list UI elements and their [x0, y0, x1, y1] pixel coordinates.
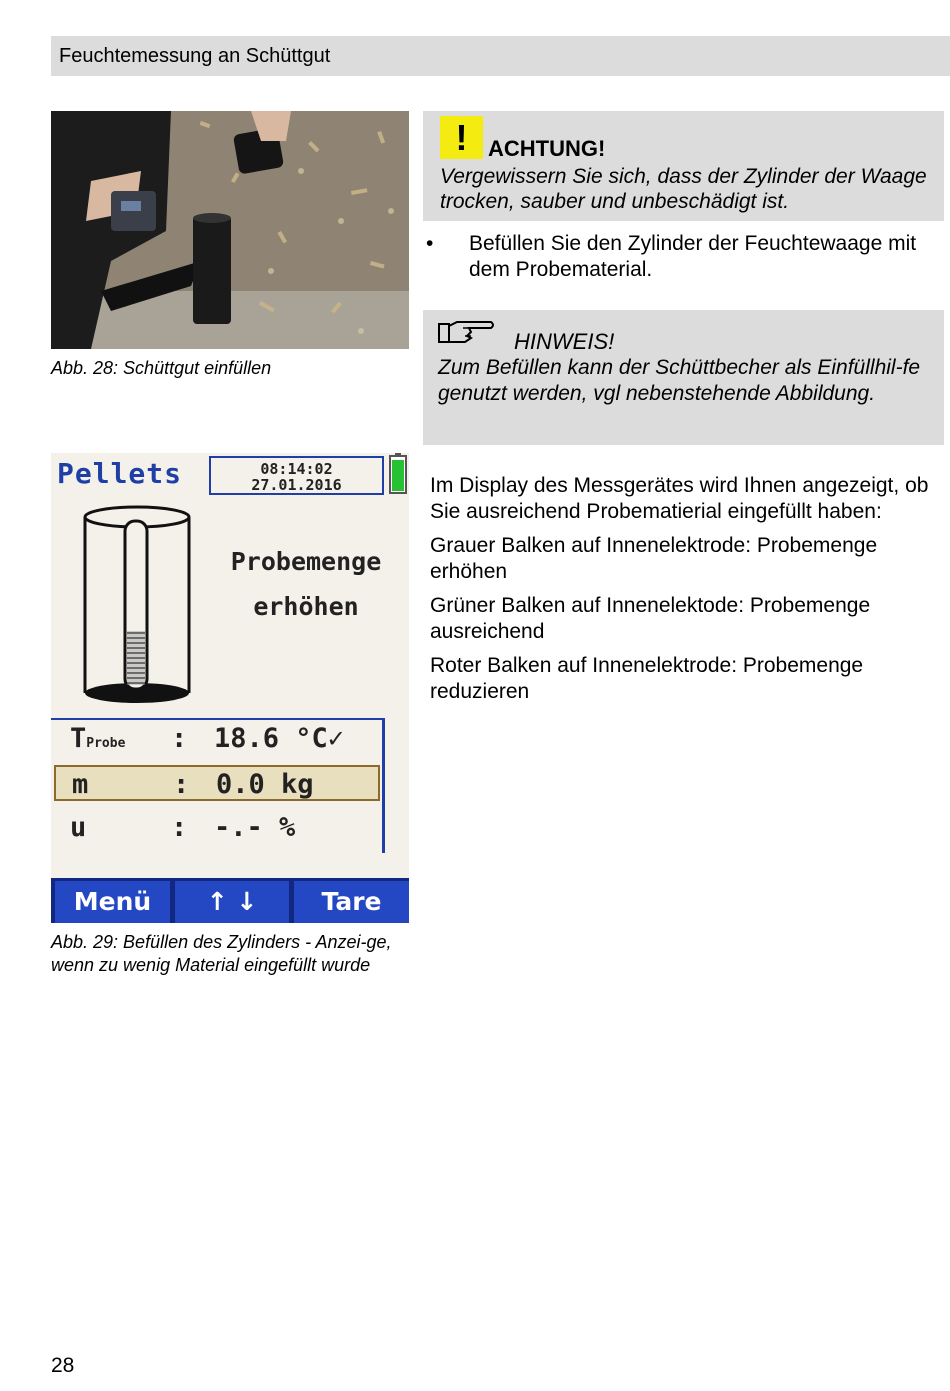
explanation-paragraph-grey: Grauer Balken auf Innenelektrode: Probemenge erhöhen	[430, 534, 878, 583]
display-time: 08:14:02	[260, 460, 333, 478]
electrode-fill-bar	[127, 631, 145, 685]
reading-colon: :	[173, 769, 190, 800]
display-message-line2: erhöhen	[253, 592, 359, 621]
battery-terminal	[395, 453, 401, 456]
exclamation-icon: !	[440, 116, 483, 159]
display-material-title: Pellets	[57, 457, 183, 490]
photo-illustration	[51, 111, 409, 349]
page-number: 28	[51, 1354, 75, 1377]
device-display-photo	[51, 453, 409, 923]
reading-symbol: TProbe	[70, 723, 126, 754]
explanation-paragraph-green: Grüner Balken auf Innenelektode: Probemenge ausreichend	[430, 594, 871, 643]
display-softkey-bar	[51, 878, 409, 923]
figure-29-caption: Abb. 29: Befüllen des Zylinders - Anzei-ge, wenn zu wenig Material eingefüllt wurde	[51, 932, 392, 975]
note-box	[423, 310, 944, 445]
note-text: Zum Befüllen kann der Schüttbecher als Einfüllhil-fe genutzt werden, vgl nebenstehende Abbildung.	[438, 356, 921, 405]
section-header	[51, 36, 950, 76]
reading-row-temperature	[54, 721, 380, 757]
explanation-paragraph-intro: Im Display des Messgerätes wird Ihnen angezeigt, ob Sie ausreichend Probematierial eingefüllt haben:	[430, 474, 929, 523]
reading-symbol: u	[70, 812, 87, 843]
reading-colon: :	[171, 812, 188, 843]
bullet-dot-icon: •	[426, 232, 434, 255]
photo-filling-bulk-material	[51, 111, 409, 349]
warning-box	[423, 111, 944, 221]
figure-28-caption: Abb. 28: Schüttgut einfüllen	[51, 358, 272, 378]
reading-row-moisture	[54, 810, 380, 846]
softkey-arrows[interactable]: ↑ ↓	[175, 881, 289, 923]
reading-value: -.- %	[214, 812, 296, 843]
reading-value: 0.0 kg	[216, 769, 314, 800]
reading-colon: :	[171, 723, 188, 754]
reading-symbol: m	[72, 769, 89, 800]
display-message-line1: Probemenge	[230, 547, 382, 576]
section-title: Feuchtemessung an Schüttgut	[59, 45, 331, 67]
softkey-tare[interactable]: Tare	[294, 881, 409, 923]
display-clock	[209, 456, 384, 495]
reading-row-mass	[54, 765, 380, 801]
battery-icon	[389, 455, 407, 494]
softkey-menu[interactable]: Menü	[55, 881, 170, 923]
warning-text: Vergewissern Sie sich, dass der Zylinder der Waage trocken, sauber und unbeschädigt ist.	[440, 165, 927, 213]
note-title: HINWEIS!	[514, 329, 615, 354]
explanation-text	[430, 473, 930, 713]
pointing-hand-icon	[437, 316, 497, 348]
cylinder-icon	[77, 503, 197, 708]
battery-level	[392, 460, 404, 491]
display-message	[206, 539, 406, 629]
reading-value: 18.6 °C✓	[214, 723, 345, 754]
explanation-paragraph-red: Roter Balken auf Innenelektrode: Probemenge reduzieren	[430, 654, 864, 703]
warning-title: ACHTUNG!	[488, 136, 606, 161]
instruction-text: Befüllen Sie den Zylinder der Feuchtewaage mit dem Probematerial.	[469, 232, 917, 281]
display-date: 27.01.2016	[251, 476, 342, 494]
